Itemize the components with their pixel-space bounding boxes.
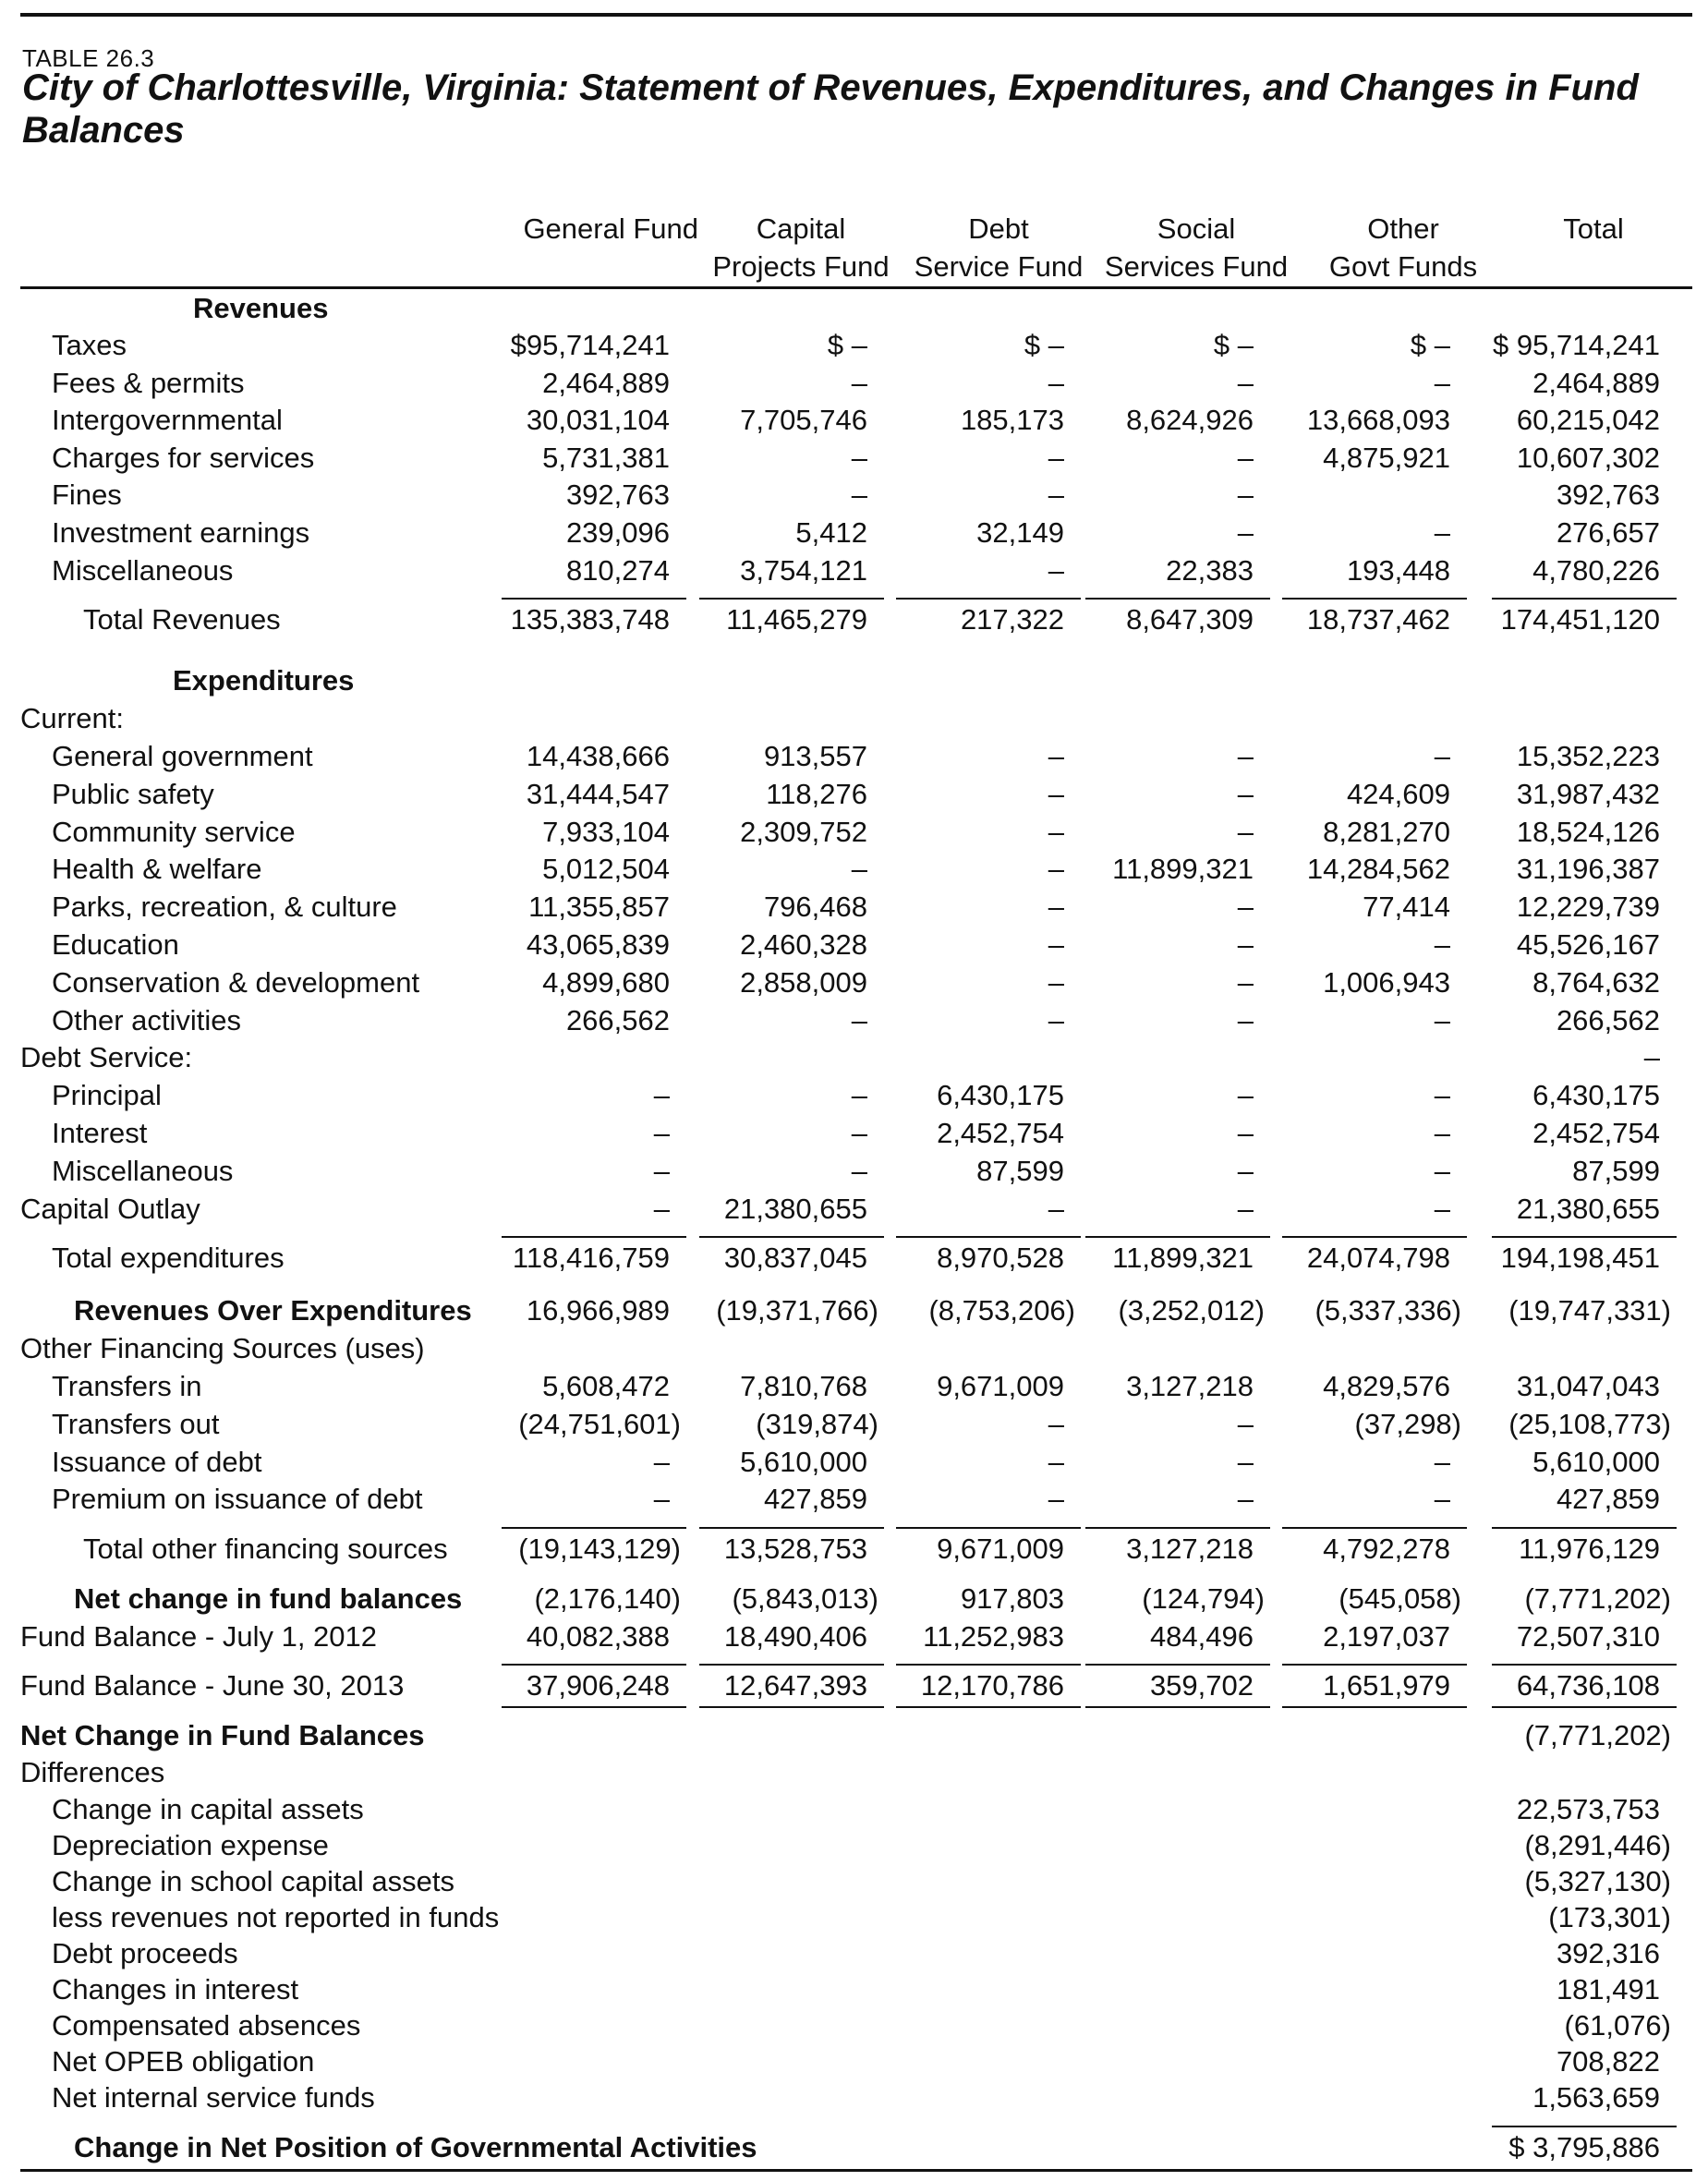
cell-value: – (1048, 442, 1064, 474)
total-rule (502, 1236, 686, 1238)
cell-value: – (1048, 778, 1064, 810)
cell-value: 13,668,093 (1306, 404, 1450, 436)
cell-value: – (1237, 367, 1254, 399)
cell-value: – (1048, 479, 1064, 511)
table-title: City of Charlottesville, Virginia: Statement of Revenues, Expenditures, and Changes in Fund Balances (22, 67, 1639, 151)
row-label: Change in Net Position of Governmental Activities (74, 2131, 757, 2163)
cell-value: 392,763 (565, 479, 670, 511)
cell-value: 4,899,680 (542, 966, 670, 999)
cell-value: – (1237, 516, 1254, 549)
cell-value: – (1434, 928, 1450, 961)
cell-value: 22,383 (1166, 554, 1254, 587)
cell-value: 217,322 (960, 603, 1064, 636)
cell-value: 266,562 (1556, 1004, 1660, 1036)
row-label: Transfers out (52, 1408, 220, 1440)
cell-value: 194,198,451 (1500, 1242, 1660, 1274)
cell-value: – (1048, 1483, 1064, 1515)
cell-value: – (1643, 1041, 1660, 1073)
row-label: Change in capital assets (52, 1793, 364, 1825)
cell-value: 427,859 (763, 1483, 867, 1515)
total-rule (699, 1527, 884, 1529)
cell-value: – (1434, 1117, 1450, 1149)
cell-value: 32,149 (976, 516, 1064, 549)
cell-value: – (1237, 442, 1254, 474)
row-label: Other Financing Sources (uses) (20, 1332, 425, 1364)
cell-value: – (653, 1483, 670, 1515)
cell-value: – (851, 442, 867, 474)
cell-value: 21,380,655 (723, 1193, 867, 1225)
cell-value: 31,196,387 (1516, 853, 1660, 885)
total-rule (1492, 1664, 1677, 1666)
cell-value: – (1237, 740, 1254, 772)
cell-value: 359,702 (1149, 1669, 1254, 1702)
cell-value: – (1434, 516, 1450, 549)
cell-value: 4,875,921 (1323, 442, 1450, 474)
cell-value: 18,737,462 (1306, 603, 1450, 636)
cell-value: 427,859 (1556, 1483, 1660, 1515)
total-rule (896, 598, 1081, 600)
cell-value: – (1048, 740, 1064, 772)
row-label: Other activities (52, 1004, 242, 1036)
cell-value: 87,599 (1572, 1155, 1660, 1187)
row-label: Taxes (52, 329, 127, 361)
cell-value: (5,337,336) (1314, 1294, 1461, 1327)
cell-value: – (1434, 1155, 1450, 1187)
cell-value: (8,753,206) (928, 1294, 1075, 1327)
total-rule (896, 1527, 1081, 1529)
cell-value: 181,491 (1556, 1973, 1660, 2005)
cell-value: $ – (1024, 329, 1064, 361)
cell-value: – (851, 479, 867, 511)
cell-value: 135,383,748 (510, 603, 670, 636)
row-label: Conservation & development (52, 966, 420, 999)
total-rule (1492, 2126, 1677, 2127)
total-rule (1282, 1236, 1467, 1238)
header-rule (20, 286, 1692, 289)
cell-value: 31,444,547 (526, 778, 670, 810)
row-label: Revenues (193, 292, 329, 324)
cell-value: 11,899,321 (1112, 1242, 1254, 1274)
row-label: Investment earnings (52, 516, 310, 549)
total-rule (502, 1706, 686, 1708)
total-rule (1492, 1236, 1677, 1238)
cell-value: 239,096 (565, 516, 670, 549)
row-label: Public safety (52, 778, 214, 810)
row-label: Changes in interest (52, 1973, 299, 2005)
cell-value: 1,006,943 (1323, 966, 1450, 999)
cell-value: – (851, 367, 867, 399)
cell-value: – (851, 1004, 867, 1036)
row-label: Miscellaneous (52, 554, 234, 587)
row-label: Premium on issuance of debt (52, 1483, 423, 1515)
bottom-rule (20, 2169, 1692, 2172)
total-rule (1085, 1706, 1270, 1708)
cell-value: (545,058) (1339, 1582, 1461, 1615)
cell-value: 14,284,562 (1306, 853, 1450, 885)
cell-value: – (1048, 853, 1064, 885)
table-label: TABLE 26.3 (22, 44, 155, 72)
row-label: General government (52, 740, 313, 772)
cell-value: 18,490,406 (723, 1620, 867, 1653)
cell-value: – (1048, 1193, 1064, 1225)
row-label: Revenues Over Expenditures (74, 1294, 472, 1327)
cell-value: 9,671,009 (937, 1370, 1064, 1402)
row-label: Total expenditures (52, 1242, 285, 1274)
row-label: Education (52, 928, 179, 961)
cell-value: $ 95,714,241 (1492, 329, 1660, 361)
cell-value: – (1434, 1446, 1450, 1478)
row-label: Fines (52, 479, 122, 511)
cell-value: (19,371,766) (716, 1294, 878, 1327)
cell-value: 21,380,655 (1516, 1193, 1660, 1225)
cell-value: 484,496 (1149, 1620, 1254, 1653)
cell-value: (25,108,773) (1508, 1408, 1671, 1440)
cell-value: 8,624,926 (1126, 404, 1254, 436)
cell-value: 2,452,754 (937, 1117, 1064, 1149)
cell-value: 7,933,104 (542, 816, 670, 848)
cell-value: (19,143,129) (518, 1533, 681, 1565)
cell-value: 5,731,381 (542, 442, 670, 474)
cell-value: – (1237, 928, 1254, 961)
cell-value: 24,074,798 (1306, 1242, 1450, 1274)
cell-value: 22,573,753 (1516, 1793, 1660, 1825)
cell-value: $ 3,795,886 (1508, 2131, 1660, 2163)
cell-value: 917,803 (960, 1582, 1064, 1615)
cell-value: 11,355,857 (528, 891, 670, 923)
cell-value: 5,012,504 (542, 853, 670, 885)
cell-value: 31,047,043 (1516, 1370, 1660, 1402)
total-rule (896, 1236, 1081, 1238)
cell-value: – (1434, 1483, 1450, 1515)
cell-value: 185,173 (960, 404, 1064, 436)
total-rule (896, 1706, 1081, 1708)
cell-value: 118,416,759 (512, 1242, 670, 1274)
cell-value: 87,599 (976, 1155, 1064, 1187)
cell-value: 266,562 (565, 1004, 670, 1036)
cell-value: 2,452,754 (1532, 1117, 1660, 1149)
total-rule (1282, 1527, 1467, 1529)
cell-value: – (851, 1117, 867, 1149)
cell-value: 13,528,753 (723, 1533, 867, 1565)
cell-value: 118,276 (766, 778, 867, 810)
cell-value: 37,906,248 (526, 1669, 670, 1702)
cell-value: – (1434, 740, 1450, 772)
cell-value: – (1048, 554, 1064, 587)
column-header-debt-service-fund: Debt Service Fund (914, 212, 1084, 283)
cell-value: – (1237, 1079, 1254, 1111)
cell-value: 174,451,120 (1500, 603, 1660, 636)
row-label: Issuance of debt (52, 1446, 262, 1478)
row-label: Capital Outlay (20, 1193, 200, 1225)
cell-value: 15,352,223 (1516, 740, 1660, 772)
cell-value: 3,754,121 (740, 554, 867, 587)
cell-value: – (653, 1446, 670, 1478)
cell-value: 18,524,126 (1516, 816, 1660, 848)
cell-value: – (851, 1155, 867, 1187)
row-label: Debt proceeds (52, 1937, 238, 1969)
cell-value: 2,197,037 (1323, 1620, 1450, 1653)
row-label: Differences (20, 1756, 165, 1788)
cell-value: $95,714,241 (510, 329, 670, 361)
cell-value: – (851, 1079, 867, 1111)
cell-value: – (1237, 479, 1254, 511)
column-header-total: Total (1563, 212, 1624, 245)
total-rule (1492, 598, 1677, 600)
row-label: Charges for services (52, 442, 315, 474)
cell-value: 31,987,432 (1516, 778, 1660, 810)
row-label: Net internal service funds (52, 2081, 375, 2114)
row-label: Net change in fund balances (74, 1582, 463, 1615)
total-rule (1492, 1527, 1677, 1529)
cell-value: 1,651,979 (1323, 1669, 1450, 1702)
cell-value: 6,430,175 (1532, 1079, 1660, 1111)
row-label: Intergovernmental (52, 404, 283, 436)
row-label: Expenditures (173, 664, 355, 697)
cell-value: (3,252,012) (1118, 1294, 1265, 1327)
cell-value: (5,327,130) (1524, 1865, 1671, 1897)
cell-value: – (1237, 1155, 1254, 1187)
cell-value: 12,647,393 (723, 1669, 867, 1702)
total-rule (699, 1706, 884, 1708)
cell-value: – (653, 1117, 670, 1149)
cell-value: (24,751,601) (518, 1408, 681, 1440)
row-label: Health & welfare (52, 853, 262, 885)
cell-value: 45,526,167 (1516, 928, 1660, 961)
row-label: Total other financing sources (83, 1533, 448, 1565)
cell-value: 5,610,000 (740, 1446, 867, 1478)
top-rule (20, 13, 1692, 17)
cell-value: 72,507,310 (1516, 1620, 1660, 1653)
cell-value: – (1048, 928, 1064, 961)
row-label: Parks, recreation, & culture (52, 891, 397, 923)
cell-value: 5,608,472 (542, 1370, 670, 1402)
cell-value: 2,460,328 (740, 928, 867, 961)
cell-value: $ – (827, 329, 867, 361)
cell-value: (7,771,202) (1524, 1582, 1671, 1615)
cell-value: – (1048, 1446, 1064, 1478)
row-label: Net OPEB obligation (52, 2045, 315, 2078)
row-label: Fund Balance - June 30, 2013 (20, 1669, 405, 1702)
total-rule (896, 1664, 1081, 1666)
cell-value: 40,082,388 (526, 1620, 670, 1653)
row-label: Change in school capital assets (52, 1865, 454, 1897)
cell-value: 708,822 (1556, 2045, 1660, 2078)
cell-value: 30,837,045 (723, 1242, 867, 1274)
cell-value: – (1434, 1193, 1450, 1225)
cell-value: $ – (1213, 329, 1254, 361)
cell-value: 3,127,218 (1126, 1370, 1254, 1402)
row-label: Current: (20, 702, 124, 734)
cell-value: – (1237, 778, 1254, 810)
cell-value: – (1048, 891, 1064, 923)
cell-value: 12,229,739 (1516, 891, 1660, 923)
cell-value: 2,464,889 (1532, 367, 1660, 399)
cell-value: 8,970,528 (937, 1242, 1064, 1274)
cell-value: – (1434, 367, 1450, 399)
cell-value: (61,076) (1564, 2009, 1671, 2042)
cell-value: – (1048, 816, 1064, 848)
cell-value: – (1237, 1193, 1254, 1225)
cell-value: 60,215,042 (1516, 404, 1660, 436)
total-rule (1282, 598, 1467, 600)
cell-value: – (653, 1193, 670, 1225)
cell-value: 43,065,839 (526, 928, 670, 961)
row-label: Net Change in Fund Balances (20, 1719, 425, 1751)
row-label: Principal (52, 1079, 162, 1111)
cell-value: – (653, 1079, 670, 1111)
cell-value: 193,448 (1346, 554, 1450, 587)
cell-value: 64,736,108 (1516, 1669, 1660, 1702)
cell-value: – (1237, 1446, 1254, 1478)
row-label: Fees & permits (52, 367, 245, 399)
total-rule (502, 598, 686, 600)
cell-value: 424,609 (1346, 778, 1450, 810)
cell-value: (173,301) (1548, 1901, 1671, 1933)
total-rule (1085, 1236, 1270, 1238)
cell-value: 392,316 (1556, 1937, 1660, 1969)
total-rule (1085, 598, 1270, 600)
row-label: Miscellaneous (52, 1155, 234, 1187)
cell-value: (124,794) (1142, 1582, 1265, 1615)
cell-value: 4,780,226 (1532, 554, 1660, 587)
cell-value: 392,763 (1556, 479, 1660, 511)
cell-value: 1,563,659 (1532, 2081, 1660, 2114)
cell-value: (8,291,446) (1524, 1829, 1671, 1861)
cell-value: 77,414 (1363, 891, 1450, 923)
cell-value: 5,412 (795, 516, 867, 549)
cell-value: 8,281,270 (1323, 816, 1450, 848)
row-label: Fund Balance - July 1, 2012 (20, 1620, 378, 1653)
cell-value: 11,899,321 (1112, 853, 1254, 885)
cell-value: 10,607,302 (1516, 442, 1660, 474)
total-rule (699, 598, 884, 600)
cell-value: 30,031,104 (526, 404, 670, 436)
cell-value: 9,671,009 (937, 1533, 1064, 1565)
cell-value: (5,843,013) (732, 1582, 878, 1615)
cell-value: 4,792,278 (1323, 1533, 1450, 1565)
cell-value: – (1048, 1004, 1064, 1036)
cell-value: – (1237, 1483, 1254, 1515)
cell-value: 16,966,989 (526, 1294, 670, 1327)
cell-value: 11,976,129 (1519, 1533, 1660, 1565)
column-header-social-services-fund: Social Services Fund (1104, 212, 1289, 283)
row-label: Community service (52, 816, 296, 848)
cell-value: 2,858,009 (740, 966, 867, 999)
row-label: Depreciation expense (52, 1829, 329, 1861)
total-rule (502, 1527, 686, 1529)
cell-value: 8,647,309 (1126, 603, 1254, 636)
cell-value: (319,874) (756, 1408, 878, 1440)
cell-value: 810,274 (565, 554, 670, 587)
total-rule (1282, 1706, 1467, 1708)
cell-value: 796,468 (763, 891, 867, 923)
cell-value: (19,747,331) (1508, 1294, 1671, 1327)
cell-value: 7,705,746 (740, 404, 867, 436)
cell-value: – (1048, 966, 1064, 999)
row-label: less revenues not reported in funds (52, 1901, 500, 1933)
cell-value: – (1237, 1004, 1254, 1036)
total-rule (1085, 1664, 1270, 1666)
cell-value: 5,610,000 (1532, 1446, 1660, 1478)
cell-value: – (851, 853, 867, 885)
row-label: Transfers in (52, 1370, 202, 1402)
total-rule (1085, 1527, 1270, 1529)
cell-value: – (1434, 1004, 1450, 1036)
total-rule (1492, 1706, 1677, 1708)
cell-value: – (653, 1155, 670, 1187)
cell-value: 4,829,576 (1323, 1370, 1450, 1402)
cell-value: – (1048, 1408, 1064, 1440)
cell-value: 6,430,175 (937, 1079, 1064, 1111)
row-label: Interest (52, 1117, 148, 1149)
cell-value: 2,309,752 (740, 816, 867, 848)
cell-value: – (1237, 1408, 1254, 1440)
cell-value: $ – (1410, 329, 1450, 361)
cell-value: 276,657 (1556, 516, 1660, 549)
cell-value: 11,252,983 (923, 1620, 1064, 1653)
cell-value: – (1237, 1117, 1254, 1149)
cell-value: 12,170,786 (920, 1669, 1064, 1702)
cell-value: 913,557 (763, 740, 867, 772)
row-label: Compensated absences (52, 2009, 361, 2042)
cell-value: – (1237, 816, 1254, 848)
column-header-capital-projects-fund: Capital Projects Fund (712, 212, 890, 283)
cell-value: 14,438,666 (526, 740, 670, 772)
row-label: Total Revenues (83, 603, 281, 636)
cell-value: – (1434, 1079, 1450, 1111)
cell-value: – (1237, 891, 1254, 923)
cell-value: 2,464,889 (542, 367, 670, 399)
cell-value: (37,298) (1354, 1408, 1461, 1440)
cell-value: – (1237, 966, 1254, 999)
cell-value: 11,465,279 (726, 603, 867, 636)
cell-value: 7,810,768 (740, 1370, 867, 1402)
total-rule (1282, 1664, 1467, 1666)
total-rule (502, 1664, 686, 1666)
total-rule (699, 1236, 884, 1238)
cell-value: 3,127,218 (1126, 1533, 1254, 1565)
row-label: Debt Service: (20, 1041, 193, 1073)
cell-value: 8,764,632 (1532, 966, 1660, 999)
cell-value: – (1048, 367, 1064, 399)
column-header-general-fund: General Fund (523, 212, 698, 245)
column-header-other-govt-funds: Other Govt Funds (1328, 212, 1478, 283)
cell-value: (7,771,202) (1524, 1719, 1671, 1751)
total-rule (699, 1664, 884, 1666)
cell-value: (2,176,140) (534, 1582, 681, 1615)
